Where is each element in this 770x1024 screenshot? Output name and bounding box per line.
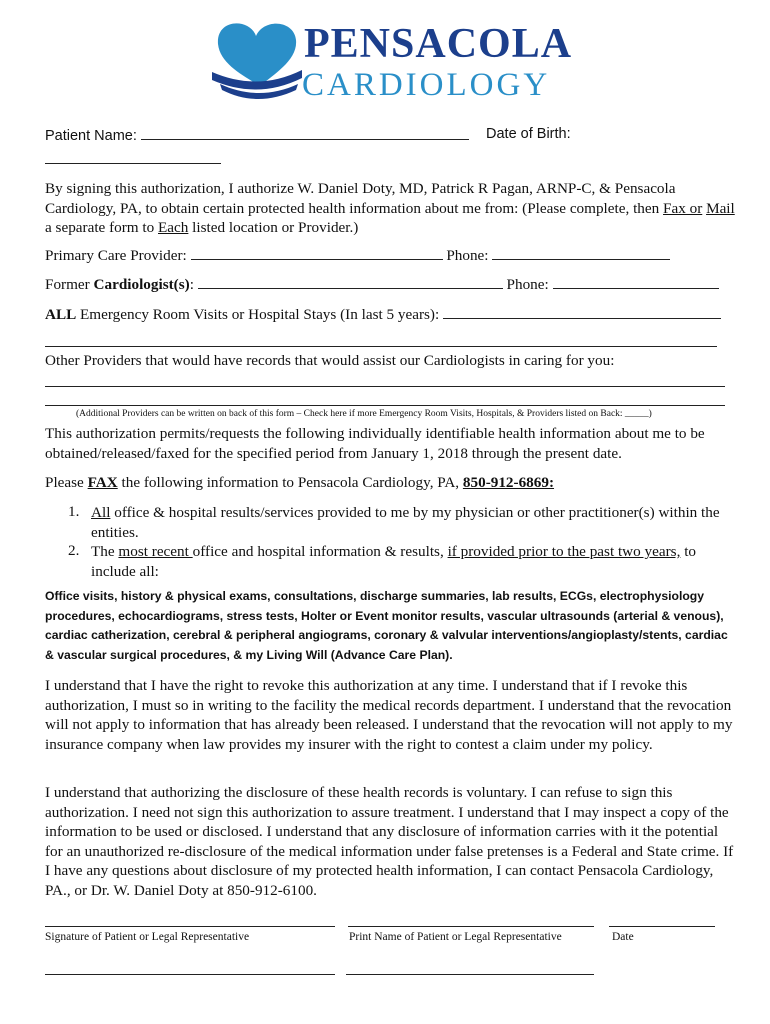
revoke-paragraph: I understand that I have the right to revoke this authorization at any time. I understand that if I revoke this authorization, I must so in writing to the facility the medical records department. I understand that the revocation will not apply to information that has already been released. I understand that the revocation will not apply to my insurance company when law provides my insurer with the right to contest a claim under my policy. (45, 677, 733, 753)
other-providers-field-1[interactable] (45, 386, 725, 387)
former-label-colon: : (189, 276, 194, 293)
former-label-bold: Cardiologist(s) (93, 276, 190, 293)
intro-paragraph (45, 179, 735, 238)
intro-fax-or: Fax or (663, 199, 703, 217)
fax-number: 850-912-6869: (462, 474, 555, 491)
logo-title: PENSACOLA (304, 21, 573, 67)
patient-name-label: Patient Name: (45, 128, 137, 144)
list-item-1 (91, 503, 731, 542)
pcp-label: Primary Care Provider: (45, 247, 187, 264)
er-visits-field-line-2[interactable] (45, 346, 717, 347)
list-item-2-c: to include all: (91, 543, 697, 580)
former-cardiologist-row (45, 275, 719, 294)
er-all-label: ALL (45, 306, 77, 323)
witness-print-name-field[interactable] (346, 974, 594, 975)
voluntary-paragraph: I understand that authorizing the disclosure of these health records is voluntary. I can refuse to sign this authorization. I need not sign this authorization to assure treatment. I understand that I may inspect a copy of the information to be used or disclosed. I understand that any disclosure of information carries with it the potential for an unauthorized re-disclosure of the medical information under false pretenses is a Federal and State crime. If I have any questions about disclosure of my protected health information, I can contact Pensacola Cardiology, PA., or Dr. W. Daniel Doty at 850-912-6100. (45, 784, 734, 899)
list-item-1-all: All (91, 504, 111, 521)
intro-mail: Mail (706, 199, 735, 217)
former-cardiologist-field[interactable] (198, 275, 503, 289)
logo-subtitle: CARDIOLOGY (302, 67, 551, 103)
intro-text-c: listed location or Provider.) (188, 219, 359, 236)
fax-word: FAX (87, 474, 118, 491)
list-item-2-prior: if provided prior to the past two years, (447, 543, 681, 560)
er-visits-row (45, 305, 721, 324)
fax-instruction (45, 474, 554, 492)
other-providers-field-2[interactable] (45, 405, 725, 406)
pcp-row (45, 246, 670, 265)
witness-signature-field[interactable] (45, 974, 335, 975)
former-phone-field[interactable] (553, 275, 719, 289)
date-field[interactable] (609, 926, 715, 927)
former-phone-label: Phone: (506, 276, 549, 293)
signature-field[interactable] (45, 926, 335, 927)
fax-please: Please (45, 474, 88, 491)
pcp-phone-label: Phone: (446, 247, 489, 264)
intro-text-b: a separate form to (45, 219, 159, 236)
intro-each: Each (158, 219, 189, 236)
patient-name-field[interactable] (141, 126, 469, 140)
patient-name-row (45, 126, 469, 144)
heart-logo-icon (210, 14, 302, 106)
records-list: Office visits, history & physical exams, consultations, discharge summaries, lab results, ECGs, electrophysiology procedures, echocardiograms, stress tests, Holter or Event monitor results, vascular ultrasounds (arterial & venous), cardiac catherization, cerebral & peripheral angiograms, coronary & valvular interventions/angioplasty/stents, cardiac & vascular surgical procedures, & my Living Will (Advance Care Plan). (45, 589, 728, 662)
pcp-phone-field[interactable] (492, 246, 670, 260)
er-visits-field[interactable] (443, 305, 721, 319)
list-item-2 (91, 542, 731, 581)
additional-providers-note: (Additional Providers can be written on back of this form – Check here if more Emergency Room Visits, Hospitals, & Providers listed on Back: _____) (76, 409, 652, 419)
list-item-2-a: The (91, 543, 119, 560)
list-item-2-recent: most recent (118, 543, 193, 560)
print-name-label: Print Name of Patient or Legal Representative (349, 931, 562, 943)
list-item-1-text: office & hospital results/services provided to me by my physician or other practitioner(s) within the entities. (91, 504, 720, 541)
other-providers-label: Other Providers that would have records that would assist our Cardiologists in caring for you: (45, 352, 615, 369)
list-item-2-b: office and hospital information & results, (192, 543, 448, 560)
list-item-2-number: 2. (68, 542, 80, 559)
date-label: Date (612, 931, 634, 943)
pensacola-cardiology-logo (210, 14, 573, 106)
intro-text-a: By signing this authorization, I authorize W. Daniel Doty, MD, Patrick R Pagan, ARNP-C, & Pensacola Cardiology, PA, to obtain certain protected health information about me from: (Please complete, then (45, 180, 676, 217)
signature-label: Signature of Patient or Legal Representative (45, 931, 250, 943)
pcp-field[interactable] (191, 246, 443, 260)
dob-label: Date of Birth: (486, 126, 571, 142)
er-label: Emergency Room Visits or Hospital Stays (In last 5 years): (76, 306, 440, 323)
permits-paragraph: This authorization permits/requests the following individually identifiable health information about me to be obtained/released/faxed for the specified period from January 1, 2018 through the present date. (45, 425, 705, 462)
dob-field[interactable] (45, 163, 221, 164)
list-item-1-number: 1. (68, 503, 80, 520)
former-label-a: Former (45, 276, 94, 293)
print-name-field[interactable] (348, 926, 594, 927)
fax-middle: the following information to Pensacola Cardiology, PA, (117, 474, 463, 491)
